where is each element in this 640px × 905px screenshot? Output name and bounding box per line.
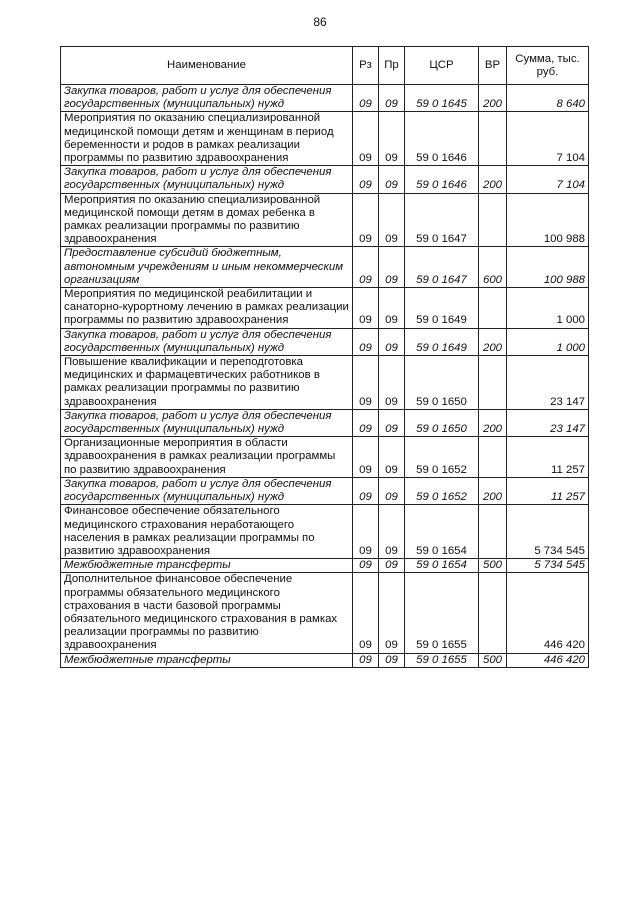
- cell-csr: 59 0 1647: [405, 193, 479, 247]
- cell-pr: 09: [379, 193, 405, 247]
- cell-name: Закупка товаров, работ и услуг для обеспечения государственных (муниципальных) нужд: [61, 477, 353, 504]
- cell-name: Межбюджетные трансферты: [61, 559, 353, 573]
- cell-sum: 11 257: [507, 477, 589, 504]
- cell-rz: 09: [353, 166, 379, 193]
- cell-csr: 59 0 1652: [405, 437, 479, 478]
- cell-vr: [479, 505, 507, 559]
- cell-vr: [479, 288, 507, 329]
- header-pr: Пр: [379, 47, 405, 85]
- cell-name: Закупка товаров, работ и услуг для обеспечения государственных (муниципальных) нужд: [61, 85, 353, 112]
- cell-sum: 7 104: [507, 166, 589, 193]
- cell-pr: 09: [379, 653, 405, 667]
- table-row: [61, 356, 589, 410]
- cell-rz: 09: [353, 328, 379, 355]
- cell-sum: 446 420: [507, 573, 589, 653]
- table-row: [61, 477, 589, 504]
- cell-name: Предоставление субсидий бюджетным, автономным учреждениям и иным некоммерческим организациям: [61, 247, 353, 288]
- table-row: [61, 193, 589, 247]
- cell-vr: [479, 437, 507, 478]
- cell-vr: [479, 356, 507, 410]
- cell-rz: 09: [353, 112, 379, 166]
- header-csr: ЦСР: [405, 47, 479, 85]
- cell-csr: 59 0 1649: [405, 328, 479, 355]
- cell-csr: 59 0 1646: [405, 166, 479, 193]
- cell-rz: 09: [353, 288, 379, 329]
- cell-name: Финансовое обеспечение обязательного медицинского страхования неработающего населения в рамках реализации программы по развитию здравоохранения: [61, 505, 353, 559]
- cell-sum: 1 000: [507, 288, 589, 329]
- cell-sum: 11 257: [507, 437, 589, 478]
- cell-vr: 200: [479, 477, 507, 504]
- cell-name: Закупка товаров, работ и услуг для обеспечения государственных (муниципальных) нужд: [61, 328, 353, 355]
- table-row: [61, 505, 589, 559]
- table-row: [61, 85, 589, 112]
- cell-csr: 59 0 1654: [405, 559, 479, 573]
- table-body: [61, 85, 589, 668]
- table-row: [61, 112, 589, 166]
- cell-csr: 59 0 1646: [405, 112, 479, 166]
- cell-name: Мероприятия по оказанию специализированной медицинской помощи детям в домах ребенка в рамках реализации программы по развитию здравоохранения: [61, 193, 353, 247]
- header-vr: ВР: [479, 47, 507, 85]
- cell-vr: 200: [479, 166, 507, 193]
- cell-pr: 09: [379, 505, 405, 559]
- table-row: [61, 559, 589, 573]
- cell-vr: [479, 193, 507, 247]
- cell-rz: 09: [353, 505, 379, 559]
- table-row: [61, 166, 589, 193]
- table-row: [61, 328, 589, 355]
- cell-sum: 100 988: [507, 193, 589, 247]
- cell-csr: 59 0 1649: [405, 288, 479, 329]
- cell-name: Межбюджетные трансферты: [61, 653, 353, 667]
- cell-sum: 5 734 545: [507, 505, 589, 559]
- cell-sum: 100 988: [507, 247, 589, 288]
- page-number: 86: [313, 15, 327, 29]
- cell-name: Мероприятия по оказанию специализированной медицинской помощи детям и женщинам в период беременности и родов в рамках реализации программы по развитию здравоохранения: [61, 112, 353, 166]
- table-header-row: [61, 47, 589, 85]
- cell-csr: 59 0 1647: [405, 247, 479, 288]
- cell-vr: [479, 573, 507, 653]
- cell-name: Закупка товаров, работ и услуг для обеспечения государственных (муниципальных) нужд: [61, 409, 353, 436]
- cell-csr: 59 0 1650: [405, 356, 479, 410]
- cell-vr: 500: [479, 653, 507, 667]
- cell-csr: 59 0 1655: [405, 653, 479, 667]
- cell-pr: 09: [379, 247, 405, 288]
- cell-vr: 200: [479, 409, 507, 436]
- table-row: [61, 653, 589, 667]
- header-rz: Рз: [353, 47, 379, 85]
- table-row: [61, 573, 589, 653]
- cell-pr: 09: [379, 85, 405, 112]
- cell-sum: 23 147: [507, 356, 589, 410]
- cell-vr: 200: [479, 328, 507, 355]
- cell-name: Закупка товаров, работ и услуг для обеспечения государственных (муниципальных) нужд: [61, 166, 353, 193]
- cell-rz: 09: [353, 437, 379, 478]
- cell-rz: 09: [353, 193, 379, 247]
- cell-pr: 09: [379, 409, 405, 436]
- cell-vr: 200: [479, 85, 507, 112]
- table-row: [61, 288, 589, 329]
- cell-csr: 59 0 1645: [405, 85, 479, 112]
- cell-vr: 500: [479, 559, 507, 573]
- cell-rz: 09: [353, 573, 379, 653]
- cell-csr: 59 0 1654: [405, 505, 479, 559]
- cell-vr: 600: [479, 247, 507, 288]
- table-row: [61, 437, 589, 478]
- cell-name: Организационные мероприятия в области здравоохранения в рамках реализации программы по развитию здравоохранения: [61, 437, 353, 478]
- cell-sum: 1 000: [507, 328, 589, 355]
- header-name: Наименование: [61, 47, 353, 85]
- cell-pr: 09: [379, 328, 405, 355]
- cell-pr: 09: [379, 356, 405, 410]
- cell-rz: 09: [353, 85, 379, 112]
- table-row: [61, 409, 589, 436]
- cell-csr: 59 0 1652: [405, 477, 479, 504]
- cell-csr: 59 0 1650: [405, 409, 479, 436]
- cell-rz: 09: [353, 247, 379, 288]
- cell-pr: 09: [379, 559, 405, 573]
- cell-rz: 09: [353, 356, 379, 410]
- cell-rz: 09: [353, 653, 379, 667]
- table-row: [61, 247, 589, 288]
- cell-sum: 23 147: [507, 409, 589, 436]
- cell-sum: 446 420: [507, 653, 589, 667]
- cell-vr: [479, 112, 507, 166]
- cell-pr: 09: [379, 477, 405, 504]
- cell-sum: 8 640: [507, 85, 589, 112]
- cell-rz: 09: [353, 559, 379, 573]
- cell-pr: 09: [379, 288, 405, 329]
- cell-name: Дополнительное финансовое обеспечение программы обязательного медицинского страхования в части базовой программы обязательного медицинского страхования в рамках реализации программы по развитию здравоохранения: [61, 573, 353, 653]
- cell-rz: 09: [353, 477, 379, 504]
- cell-name: Повышение квалификации и переподготовка медицинских и фармацевтических работников в рамках реализации программы по развитию здравоохранения: [61, 356, 353, 410]
- cell-pr: 09: [379, 112, 405, 166]
- header-sum: Сумма, тыс. руб.: [507, 47, 589, 85]
- cell-sum: 7 104: [507, 112, 589, 166]
- cell-name: Мероприятия по медицинской реабилитации и санаторно-курортному лечению в рамках реализации программы по развитию здравоохранения: [61, 288, 353, 329]
- cell-pr: 09: [379, 437, 405, 478]
- budget-table: [60, 46, 589, 668]
- cell-csr: 59 0 1655: [405, 573, 479, 653]
- cell-pr: 09: [379, 573, 405, 653]
- cell-sum: 5 734 545: [507, 559, 589, 573]
- cell-rz: 09: [353, 409, 379, 436]
- cell-pr: 09: [379, 166, 405, 193]
